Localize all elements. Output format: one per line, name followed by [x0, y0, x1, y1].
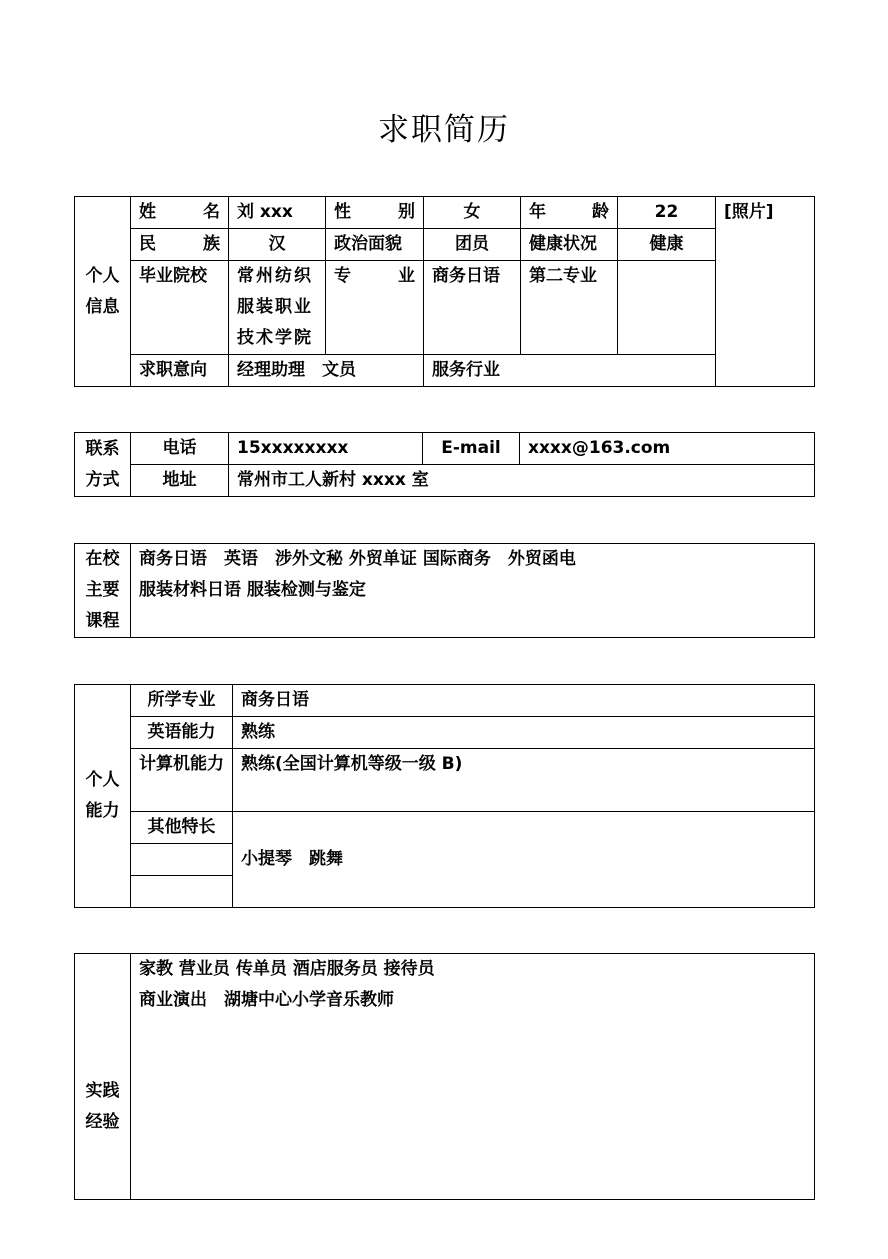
- computer-value: 熟练(全国计算机等级一级 B): [233, 749, 815, 812]
- english-label: 英语能力: [131, 717, 233, 749]
- photo-placeholder: [照片]: [716, 197, 815, 387]
- email-value: xxxx@163.com: [520, 433, 815, 465]
- page-title: 求职简历: [378, 112, 510, 148]
- second-major-value: [618, 261, 716, 355]
- ability-major-label: 所学专业: [131, 685, 233, 717]
- gender-value: 女: [424, 197, 521, 229]
- experience-table: [74, 953, 815, 1200]
- experience-line-1: 家教 营业员 传单员 酒店服务员 接待员: [139, 959, 435, 979]
- address-label: 地址: [131, 465, 229, 497]
- address-value: 常州市工人新村 xxxx 室: [229, 465, 815, 497]
- english-value: 熟练: [233, 717, 815, 749]
- objective-industry: 服务行业: [424, 355, 716, 387]
- ability-table: [74, 684, 815, 908]
- phone-label: 电话: [131, 433, 229, 465]
- personal-section-label: 个人信息: [75, 197, 131, 387]
- experience-line-2: 商业演出 湖塘中心小学音乐教师: [139, 990, 394, 1010]
- health-value: 健康: [618, 229, 716, 261]
- other-value: 小提琴 跳舞: [233, 812, 815, 908]
- second-major-label: 第二专业: [521, 261, 618, 355]
- political-value: 团员: [424, 229, 521, 261]
- political-label: 政治面貌: [326, 229, 424, 261]
- name-value: 刘 xxx: [229, 197, 326, 229]
- ethnicity-label: 民 族: [131, 229, 229, 261]
- experience-section-label: 实践经验: [75, 954, 131, 1200]
- ethnicity-value: 汉: [229, 229, 326, 261]
- major-value: 商务日语: [424, 261, 521, 355]
- ability-major-value: 商务日语: [233, 685, 815, 717]
- email-label: E-mail: [423, 433, 520, 465]
- age-value: 22: [618, 197, 716, 229]
- blank-cell: [131, 876, 233, 908]
- major-label: 专 业: [326, 261, 424, 355]
- health-label: 健康状况: [521, 229, 618, 261]
- courses-line-2: 服装材料日语 服装检测与鉴定: [139, 580, 366, 600]
- courses-table: [74, 543, 815, 638]
- objective-label: 求职意向: [131, 355, 229, 387]
- other-label: 其他特长: [131, 812, 233, 844]
- courses-content: [131, 544, 815, 638]
- phone-value: 15xxxxxxxx: [229, 433, 423, 465]
- name-label: 姓 名: [131, 197, 229, 229]
- courses-line-1: 商务日语 英语 涉外文秘 外贸单证 国际商务 外贸函电: [139, 549, 576, 569]
- ability-section-label: 个人能力: [75, 685, 131, 908]
- personal-info-table: [74, 196, 815, 387]
- courses-section-label: 在校主要课程: [75, 544, 131, 638]
- experience-content: [131, 954, 815, 1200]
- contact-section-label: 联系方式: [75, 433, 131, 497]
- contact-table: [74, 432, 815, 497]
- computer-label: 计算机能力: [131, 749, 233, 812]
- school-value: 常州纺织服装职业技术学院: [229, 261, 326, 355]
- gender-label: 性 别: [326, 197, 424, 229]
- school-label: 毕业院校: [131, 261, 229, 355]
- objective-value: 经理助理 文员: [229, 355, 424, 387]
- age-label: 年 龄: [521, 197, 618, 229]
- blank-cell: [131, 844, 233, 876]
